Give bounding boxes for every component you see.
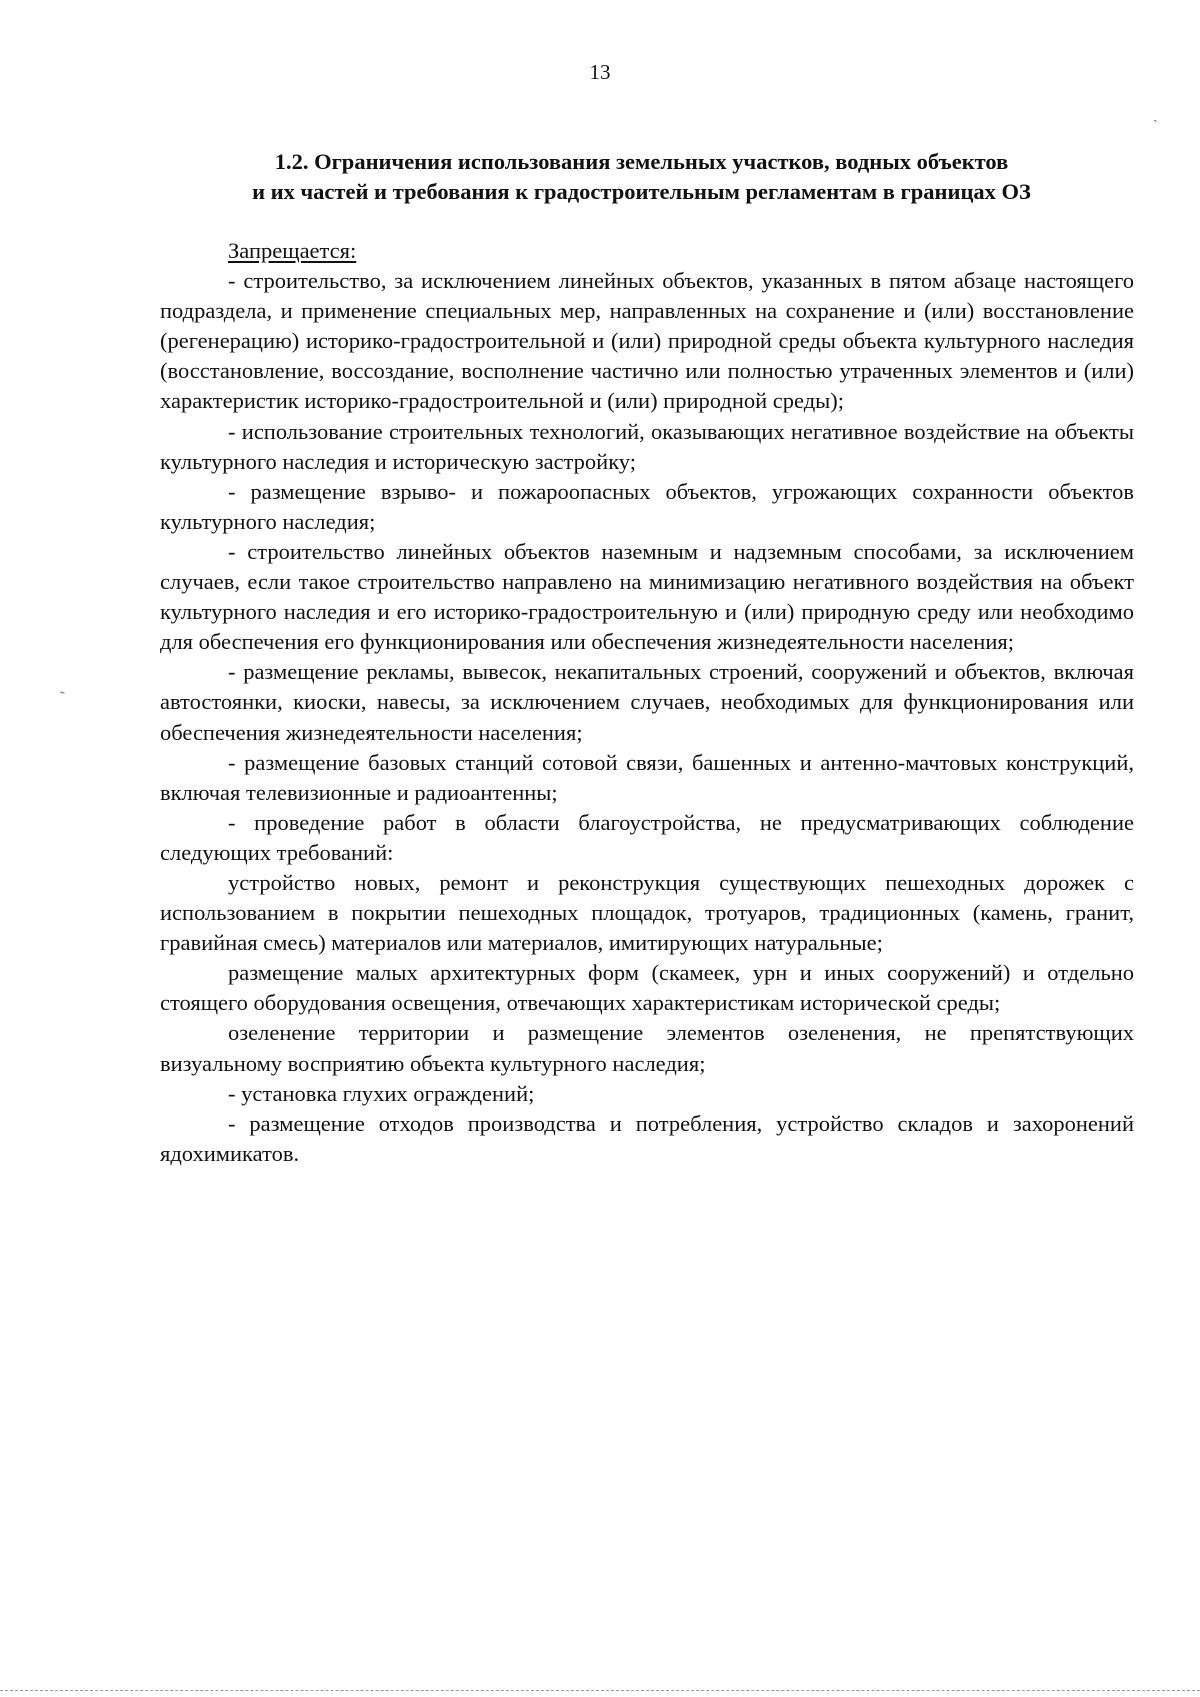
scan-speck: ˏ [1153,108,1158,123]
scan-bottom-edge [0,1690,1200,1691]
paragraph-landscaping-works: - проведение работ в области благоустройства, не предусматривающих соблюдение следующих требований: [160,809,1134,865]
paragraph-fences: - установка глухих ограждений; [228,1080,535,1106]
paragraph-hazardous-objects: - размещение взрыво- и пожароопасных объектов, угрожающих сохранности объектов культурного наследия; [160,478,1134,534]
scan-speck: ˜ [60,690,65,705]
paragraph-construction: - строительство, за исключением линейных объектов, указанных в пятом абзаце настоящего подраздела, и применение специальных мер, направленных на сохранение и (или) восстановление (регенерацию) историко-градостроительной и (или) природной среды объекта культурного наследия (восстановление, воссоздание, восполнение частично или полностью утраченных элементов и (или) характеристик историко-градостроительной и (или) природной среды); [160,268,1134,414]
section-heading [150,147,1133,207]
page-number: 13 [589,60,611,84]
paragraph-small-architectural-forms: размещение малых архитектурных форм (скамеек, урн и иных сооружений) и отдельно стоящего оборудования освещения, отвечающих характеристикам исторической среды; [160,960,1134,1016]
paragraph-linear-objects: - строительство линейных объектов наземным и надземным способами, за исключением случаев, если такое строительство направлено на минимизацию негативного воздействия на объект культурного наследия и его историко-градостроительную и (или) природную среду или необходимо для обеспечения его функционирования или обеспечения жизнедеятельности населения; [160,538,1134,655]
paragraph-greenery: озеленение территории и размещение элементов озеленения, не препятствующих визуальному восприятию объекта культурного наследия; [160,1020,1134,1076]
section-body [160,236,1134,1169]
paragraph-footpaths: устройство новых, ремонт и реконструкция существующих пешеходных дорожек с использованием в покрытии пешеходных площадок, тротуаров, традиционных (камень, гранит, гравийная смесь) материалов или материалов, имитирующих натуральные; [160,869,1134,956]
prohibited-lead [228,236,1134,266]
section-heading-line-2: и их частей и требования к градостроительным регламентам в границах ОЗ [252,179,1031,204]
paragraph-base-stations: - размещение базовых станций сотовой связи, башенных и антенно-мачтовых конструкций, включая телевизионные и радиоантенны; [160,749,1134,805]
paragraph-technologies: - использование строительных технологий, оказывающих негативное воздействие на объекты культурного наследия и историческую застройку; [160,418,1134,474]
section-heading-line-1: 1.2. Ограничения использования земельных участков, водных объектов [274,149,1009,174]
prohibited-lead-text: Запрещается: [228,238,357,263]
paragraph-advertising: - размещение рекламы, вывесок, некапитальных строений, сооружений и объектов, включая автостоянки, киоски, навесы, за исключением случаев, необходимых для функционирования или обеспечения жизнедеятельности населения; [160,659,1134,745]
paragraph-waste: - размещение отходов производства и потребления, устройство складов и захоронений ядохимикатов. [160,1110,1134,1166]
